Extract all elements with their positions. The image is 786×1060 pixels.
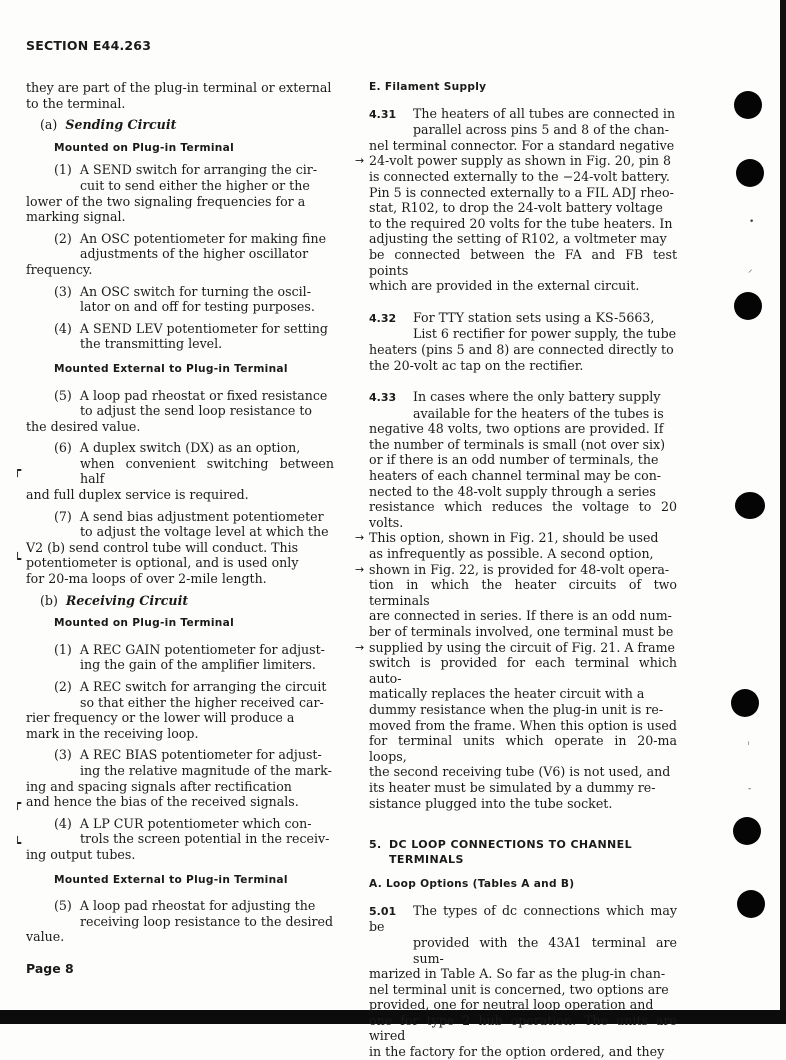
receiving-circuit-heading: (b) Receiving Circuit	[40, 592, 189, 608]
change-bar-start-icon: ┍	[14, 796, 22, 810]
scan-speck-icon: ᵢ	[748, 738, 750, 748]
scan-speck-icon: •	[749, 217, 755, 227]
scan-speck-icon: ⸝	[748, 265, 753, 275]
punch-hole-icon	[734, 91, 762, 119]
list-item: (4) A LP CUR potentiometer which con- trols the screen potential in the receiv- ing output tubes.	[26, 815, 330, 862]
list-item: (3) An OSC switch for turning the oscil- lator on and off for testing purposes.	[54, 283, 315, 315]
subheading-mounted-on: Mounted on Plug-in Terminal	[54, 617, 235, 630]
section-5-heading: 5. DC LOOP CONNECTIONS TO CHANNEL TERMINALS	[369, 838, 632, 867]
punch-hole-icon	[735, 492, 765, 519]
list-item: (6) A duplex switch (DX) as an option, when convenient switching between half and full duplex service is required.	[26, 440, 334, 503]
list-item: (2) A REC switch for arranging the circuit so that either the higher received car- rier frequency or the lower will produce a mark in the receiving loop.	[26, 679, 327, 741]
paragraph-4-32: 4.32 For TTY station sets using a KS-5663, List 6 rectifier for power supply, the tube heaters (pins 5 and 8) are connected directly to the 20-volt ac tap on the rectifier.	[369, 309, 677, 373]
punch-hole-icon	[737, 890, 765, 918]
sending-circuit-heading: (a) Sending Circuit	[40, 117, 177, 133]
list-item: (2) An OSC potentiometer for making fine adjustments of the higher oscillator frequency.	[26, 230, 327, 277]
change-bar-end-icon: ┕	[14, 552, 22, 566]
scan-border-right	[780, 0, 786, 1024]
change-bar-start-icon: ┍	[14, 463, 22, 477]
list-item: (5) A loop pad rheostat or fixed resistance to adjust the send loop resistance to the desired value.	[26, 387, 328, 434]
revision-arrow-icon: →	[355, 531, 365, 545]
change-bar-end-icon: ┕	[14, 836, 22, 850]
paragraph-4-33: 4.33 In cases where the only battery supply available for the heaters of the tubes is negative 48 volts, two options are provided. If the number of terminals is small (not over six) or if there is an odd number of terminals, the heaters of each channel terminal may be con- nected to the 48-volt supply through a series resistance which reduces the voltage to 20 volts. → This option, shown in Fig. 21, should be used as infrequently as possible. A second option, → shown in Fig. 22, is provided for 48-volt opera- tion in which the heater circuits of two terminals are connected in series. If there is an odd num- ber of terminals involved, one terminal must be → supplied by using the circuit of Fig. 21. A frame switch is provided for each terminal which auto- matically replaces the heater circuit with a dummy resistance when the plug-in unit is re- moved from the frame. When this option is used for terminal units which operate in 20-ma loops, the second receiving tube (V6) is not used, and its heater must be simulated by a dummy re- sistance plugged into the tube socket.	[355, 389, 677, 811]
paragraph-5-01: 5.01 The types of dc connections which may be provided with the 43A1 terminal are sum- marized in Table A. So far as the plug-in chan- nel terminal unit is concerned, two options are provided, one for neutral loop operation and one for type 2 hub operation. The units are wired in the factory for the option ordered, and they	[369, 902, 677, 1060]
left-column	[26, 80, 334, 945]
revision-arrow-icon: →	[355, 154, 365, 168]
page-number: Page 8	[26, 961, 74, 976]
intro-text: they are part of the plug-in terminal or external to the terminal.	[26, 80, 332, 111]
list-item: (5) A loop pad rheostat for adjusting the receiving loop resistance to the desired value.	[26, 898, 334, 945]
loop-options-heading: A. Loop Options (Tables A and B)	[369, 878, 575, 891]
subheading-mounted-external: Mounted External to Plug-in Terminal	[54, 873, 288, 886]
list-item: (1) A SEND switch for arranging the cir- cuit to send either the higher or the lower of the two signaling frequencies for a marking signal.	[26, 162, 318, 225]
list-item: (3) A REC BIAS potentiometer for adjust- ing the relative magnitude of the mark- ing and spacing signals after rectification and hence the bias of the received signals.	[26, 747, 332, 810]
punch-hole-icon	[731, 689, 759, 717]
paragraph-4-31: 4.31 The heaters of all tubes are connected in parallel across pins 5 and 8 of the chan- nel terminal connector. For a standard negative → 24-volt power supply as shown in Fig. 20, pin 8 is connected externally to the −24-volt battery. Pin 5 is connected externally to a FIL ADJ rheo- stat, R102, to drop the 24-volt battery voltage to the required 20 volts for the tube heaters. In adjusting the setting of R102, a voltmeter may be connected between the FA and FB test points which are provided in the external circuit.	[355, 105, 677, 294]
right-column	[355, 80, 677, 1060]
punch-hole-icon	[734, 292, 762, 320]
punch-hole-icon	[733, 817, 761, 845]
punch-hole-icon	[736, 159, 764, 187]
list-item: (4) A SEND LEV potentiometer for setting the transmitting level.	[54, 320, 328, 352]
scan-speck-icon: -	[748, 784, 752, 794]
subheading-mounted-on: Mounted on Plug-in Terminal	[54, 141, 235, 154]
section-header: SECTION E44.263	[26, 38, 152, 53]
subheading-mounted-external: Mounted External to Plug-in Terminal	[54, 362, 288, 375]
revision-arrow-icon: →	[355, 640, 365, 654]
filament-supply-heading: E. Filament Supply	[369, 81, 487, 93]
list-item: (1) A REC GAIN potentiometer for adjust- ing the gain of the amplifier limiters.	[54, 641, 325, 673]
list-item: (7) A send bias adjustment potentiometer to adjust the voltage level at which the V2 (b) send control tube will conduct. This potentiometer is optional, and is used only for 20-ma loops of over 2-mile length.	[26, 508, 329, 587]
revision-arrow-icon: →	[355, 562, 365, 576]
